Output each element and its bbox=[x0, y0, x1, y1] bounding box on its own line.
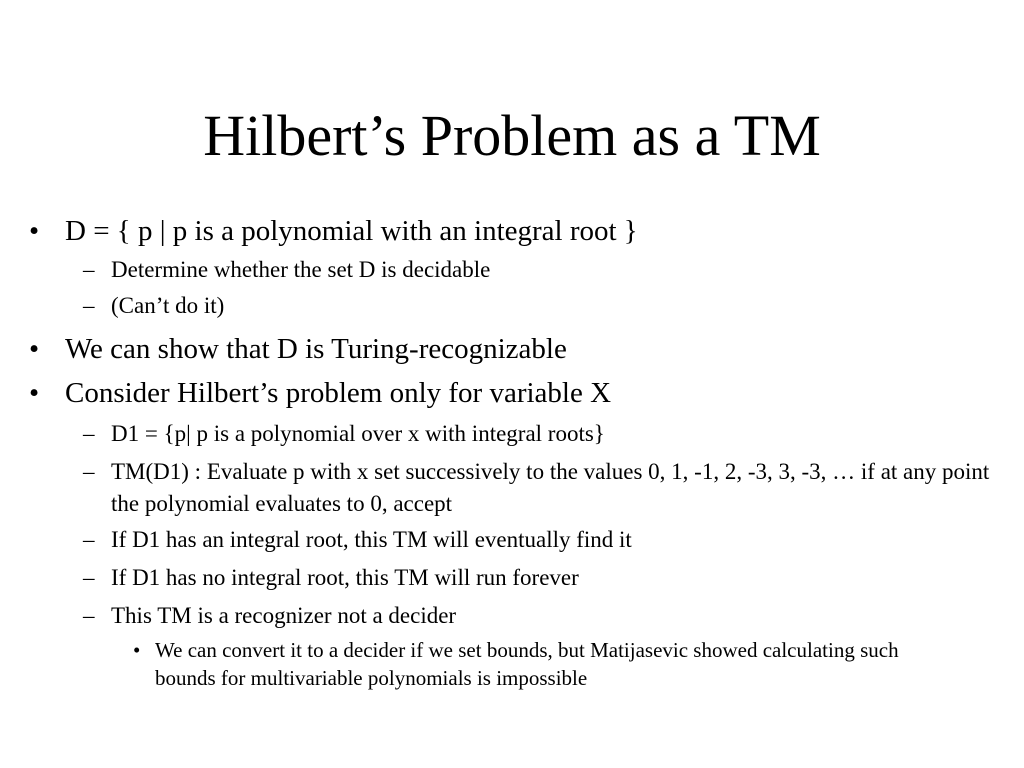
sub-bullet-item bbox=[83, 254, 991, 286]
dash-marker: – bbox=[83, 293, 95, 318]
dash-marker: – bbox=[83, 257, 95, 282]
dash-marker: – bbox=[83, 459, 95, 484]
sub-sub-bullet-item bbox=[133, 636, 955, 692]
sub-bullet-item bbox=[83, 290, 991, 322]
bullet-text: We can show that D is Turing-recognizable bbox=[65, 333, 567, 365]
slide-title: Hilbert’s Problem as a TM bbox=[203, 103, 821, 168]
sub-bullet-item bbox=[83, 562, 991, 594]
dash-marker: – bbox=[83, 603, 95, 628]
bullet-marker: • bbox=[29, 215, 40, 247]
dash-marker: – bbox=[83, 527, 95, 552]
bullet-text: Consider Hilbert’s problem only for variable X bbox=[65, 377, 612, 409]
sub-bullet-text: D1 = {p| p is a polynomial over x with integral roots} bbox=[111, 421, 605, 446]
bullet-item bbox=[29, 376, 612, 410]
bullet-marker: • bbox=[29, 377, 40, 409]
bullet-item bbox=[29, 332, 567, 366]
dash-marker: – bbox=[83, 565, 95, 590]
sub-bullet-text: If D1 has an integral root, this TM will eventually find it bbox=[111, 527, 632, 552]
sub-bullet-text: (Can’t do it) bbox=[111, 293, 225, 318]
bullet-marker: • bbox=[133, 638, 141, 662]
sub-bullet-text: Determine whether the set D is decidable bbox=[111, 257, 491, 282]
sub-bullet-text: TM(D1) : Evaluate p with x set successively to the values 0, 1, -1, 2, -3, 3, -3, … if at any point the polynomial evaluates to 0, accept bbox=[111, 459, 990, 516]
sub-bullet-item bbox=[83, 418, 991, 450]
sub-bullet-item bbox=[83, 600, 991, 632]
bullet-item bbox=[29, 214, 638, 248]
sub-bullet-item bbox=[83, 524, 991, 556]
sub-sub-bullet-text: We can convert it to a decider if we set bounds, but Matijasevic showed calculating such bounds for multivariable polynomials is impossible bbox=[155, 638, 899, 690]
sub-bullet-item bbox=[83, 456, 991, 520]
bullet-marker: • bbox=[29, 333, 40, 365]
sub-bullet-text: If D1 has no integral root, this TM will run forever bbox=[111, 565, 579, 590]
sub-bullet-text: This TM is a recognizer not a decider bbox=[111, 603, 457, 628]
bullet-text: D = { p | p is a polynomial with an integral root } bbox=[65, 215, 638, 247]
dash-marker: – bbox=[83, 421, 95, 446]
